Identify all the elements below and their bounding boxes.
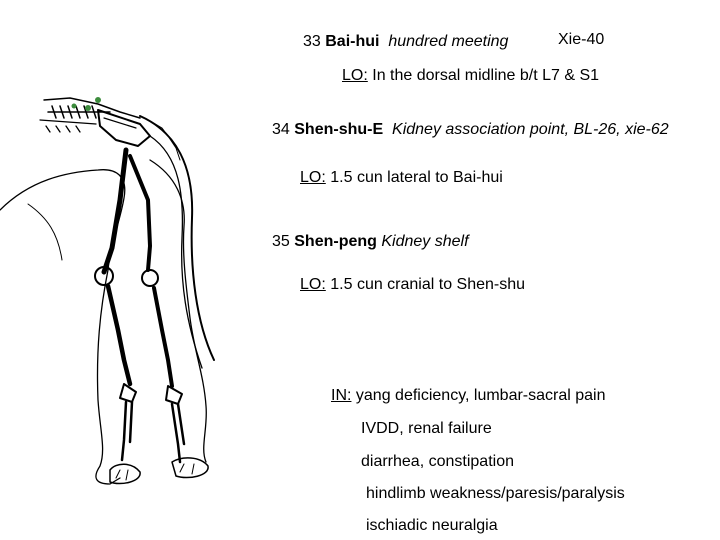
indication-item: hindlimb weakness/paresis/paralysis xyxy=(366,485,625,502)
tail-inner xyxy=(150,136,202,368)
point-33-location xyxy=(342,66,599,86)
indications-label: IN: xyxy=(331,387,352,404)
acupoint-bai-hui-marker xyxy=(95,97,101,103)
vertebrae-lower xyxy=(40,120,96,132)
acupoint-shen-shu-marker xyxy=(85,105,91,111)
point-translation: hundred meeting xyxy=(388,33,509,50)
location-text: 1.5 cun cranial to Shen-shu xyxy=(330,276,526,293)
point-name: Bai-hui xyxy=(325,33,380,50)
location-label: LO: xyxy=(342,67,368,84)
location-label: LO: xyxy=(300,169,326,186)
point-translation: Kidney shelf xyxy=(381,233,469,250)
indication-item: diarrhea, constipation xyxy=(361,453,514,470)
point-number: 34 xyxy=(272,121,290,138)
location-label: LO: xyxy=(300,276,326,293)
point-34-location xyxy=(300,168,503,188)
paw-right xyxy=(172,458,208,478)
limb-outline xyxy=(96,270,120,484)
pelvis xyxy=(98,110,150,146)
indications-first-line xyxy=(331,386,606,406)
point-translation: Kidney association point, BL-26, xie-62 xyxy=(392,121,669,138)
location-text: 1.5 cun lateral to Bai-hui xyxy=(330,169,503,186)
acupoint-shen-peng-marker xyxy=(72,104,77,109)
indication-item: ischiadic neuralgia xyxy=(366,517,498,534)
point-33-heading xyxy=(303,32,508,52)
hindlimb-skeleton-illustration xyxy=(0,88,300,540)
indication-item: yang deficiency, lumbar-sacral pain xyxy=(355,387,606,404)
metatarsals xyxy=(122,402,132,460)
location-text: In the dorsal midline b/t L7 & S1 xyxy=(372,67,600,84)
vertebrae xyxy=(48,106,110,118)
point-33-alias: Xie-40 xyxy=(558,31,605,48)
point-number: 33 xyxy=(303,33,321,50)
femur xyxy=(104,150,126,272)
point-name: Shen-shu-E xyxy=(294,121,384,138)
indication-item: IVDD, renal failure xyxy=(361,420,492,437)
point-number: 35 xyxy=(272,233,290,250)
tibia xyxy=(108,286,130,384)
point-34-heading xyxy=(272,120,669,140)
point-35-heading xyxy=(272,232,469,252)
hock-joint xyxy=(120,384,136,402)
body-contour xyxy=(0,170,125,270)
point-name: Shen-peng xyxy=(294,233,377,250)
point-35-location xyxy=(300,275,525,295)
